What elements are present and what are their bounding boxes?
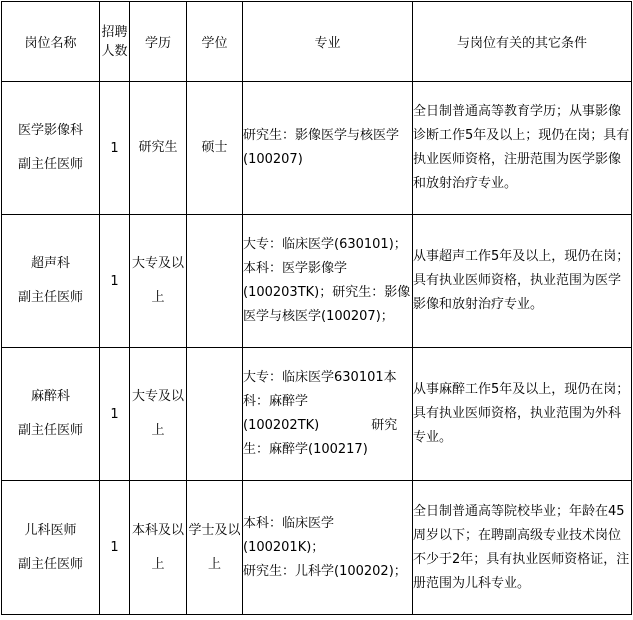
header-major: 专业 xyxy=(243,2,413,82)
position-dept: 麻醉科 xyxy=(30,389,70,404)
major-line: (100202TK) 研究 xyxy=(243,418,398,433)
position-dept: 超声科 xyxy=(30,256,70,271)
position-title: 副主任医师 xyxy=(17,556,83,572)
major-line: 科：麻醉学 xyxy=(243,394,309,409)
position-cell xyxy=(2,82,100,215)
count-cell: 1 xyxy=(100,481,130,615)
count-cell: 1 xyxy=(100,215,130,348)
major-line: 生：麻醉学(100217) xyxy=(243,442,368,457)
major-line: (100201K)； xyxy=(243,539,325,555)
position-cell xyxy=(2,481,100,615)
table-row xyxy=(2,215,632,348)
position-cell xyxy=(2,348,100,481)
header-row xyxy=(2,2,632,82)
degree-cell: 学士及以上 xyxy=(187,481,243,615)
conditions-cell: 全日制普通高等院校毕业；年龄在45周岁以下；在聘副高级专业技术岗位不少于2年；具有执业医师资格证，注册范围为儿科专业。 xyxy=(413,481,632,615)
degree-cell: 硕士 xyxy=(187,82,243,215)
major-line: (100207) xyxy=(243,152,303,167)
header-count xyxy=(100,2,130,82)
table-row xyxy=(2,82,632,215)
education-cell: 研究生 xyxy=(130,82,187,215)
education-cell: 大专及以上 xyxy=(130,215,187,348)
header-degree: 学位 xyxy=(187,2,243,82)
education-cell: 大专及以上 xyxy=(130,348,187,481)
position-dept: 医学影像科 xyxy=(17,123,83,138)
position-cell xyxy=(2,215,100,348)
conditions-cell: 从事麻醉工作5年及以上，现仍在岗；具有执业医师资格，执业范围为外科专业。 xyxy=(413,348,632,481)
header-conditions: 与岗位有关的其它条件 xyxy=(413,2,632,82)
conditions-cell: 从事超声工作5年及以上，现仍在岗；具有执业医师资格，执业范围为医学影像和放射治疗专业。 xyxy=(413,215,632,348)
major-cell xyxy=(243,348,413,481)
position-title: 副主任医师 xyxy=(17,157,83,172)
conditions-cell: 全日制普通高等教育学历；从事影像诊断工作5年及以上；现仍在岗；具有执业医师资格，注册范围为医学影像和放射治疗专业。 xyxy=(413,82,632,215)
table-row xyxy=(2,481,632,615)
major-line: (100203TK)；研究生：影像 xyxy=(243,285,411,300)
major-line: 本科：临床医学 xyxy=(243,515,335,531)
major-cell xyxy=(243,82,413,215)
major-line: 本科：医学影像学 xyxy=(243,261,348,276)
recruitment-table xyxy=(1,1,632,615)
major-line: 研究生：影像医学与核医学 xyxy=(243,128,400,143)
major-line: 大专：临床医学(630101)； xyxy=(243,237,407,252)
degree-cell xyxy=(187,348,243,481)
header-position: 岗位名称 xyxy=(2,2,100,82)
header-count-label: 招聘人数 xyxy=(101,24,128,59)
degree-cell xyxy=(187,215,243,348)
major-cell xyxy=(243,481,413,615)
header-education: 学历 xyxy=(130,2,187,82)
count-cell: 1 xyxy=(100,82,130,215)
position-dept: 儿科医师 xyxy=(24,522,77,538)
major-line: 医学与核医学(100207)； xyxy=(243,309,394,324)
major-line: 研究生：儿科学(100202)； xyxy=(243,563,407,579)
position-title: 副主任医师 xyxy=(17,423,83,438)
position-title: 副主任医师 xyxy=(17,290,83,305)
count-cell: 1 xyxy=(100,348,130,481)
major-cell xyxy=(243,215,413,348)
major-line: 大专：临床医学630101本 xyxy=(243,370,397,385)
table-row xyxy=(2,348,632,481)
education-cell: 本科及以上 xyxy=(130,481,187,615)
